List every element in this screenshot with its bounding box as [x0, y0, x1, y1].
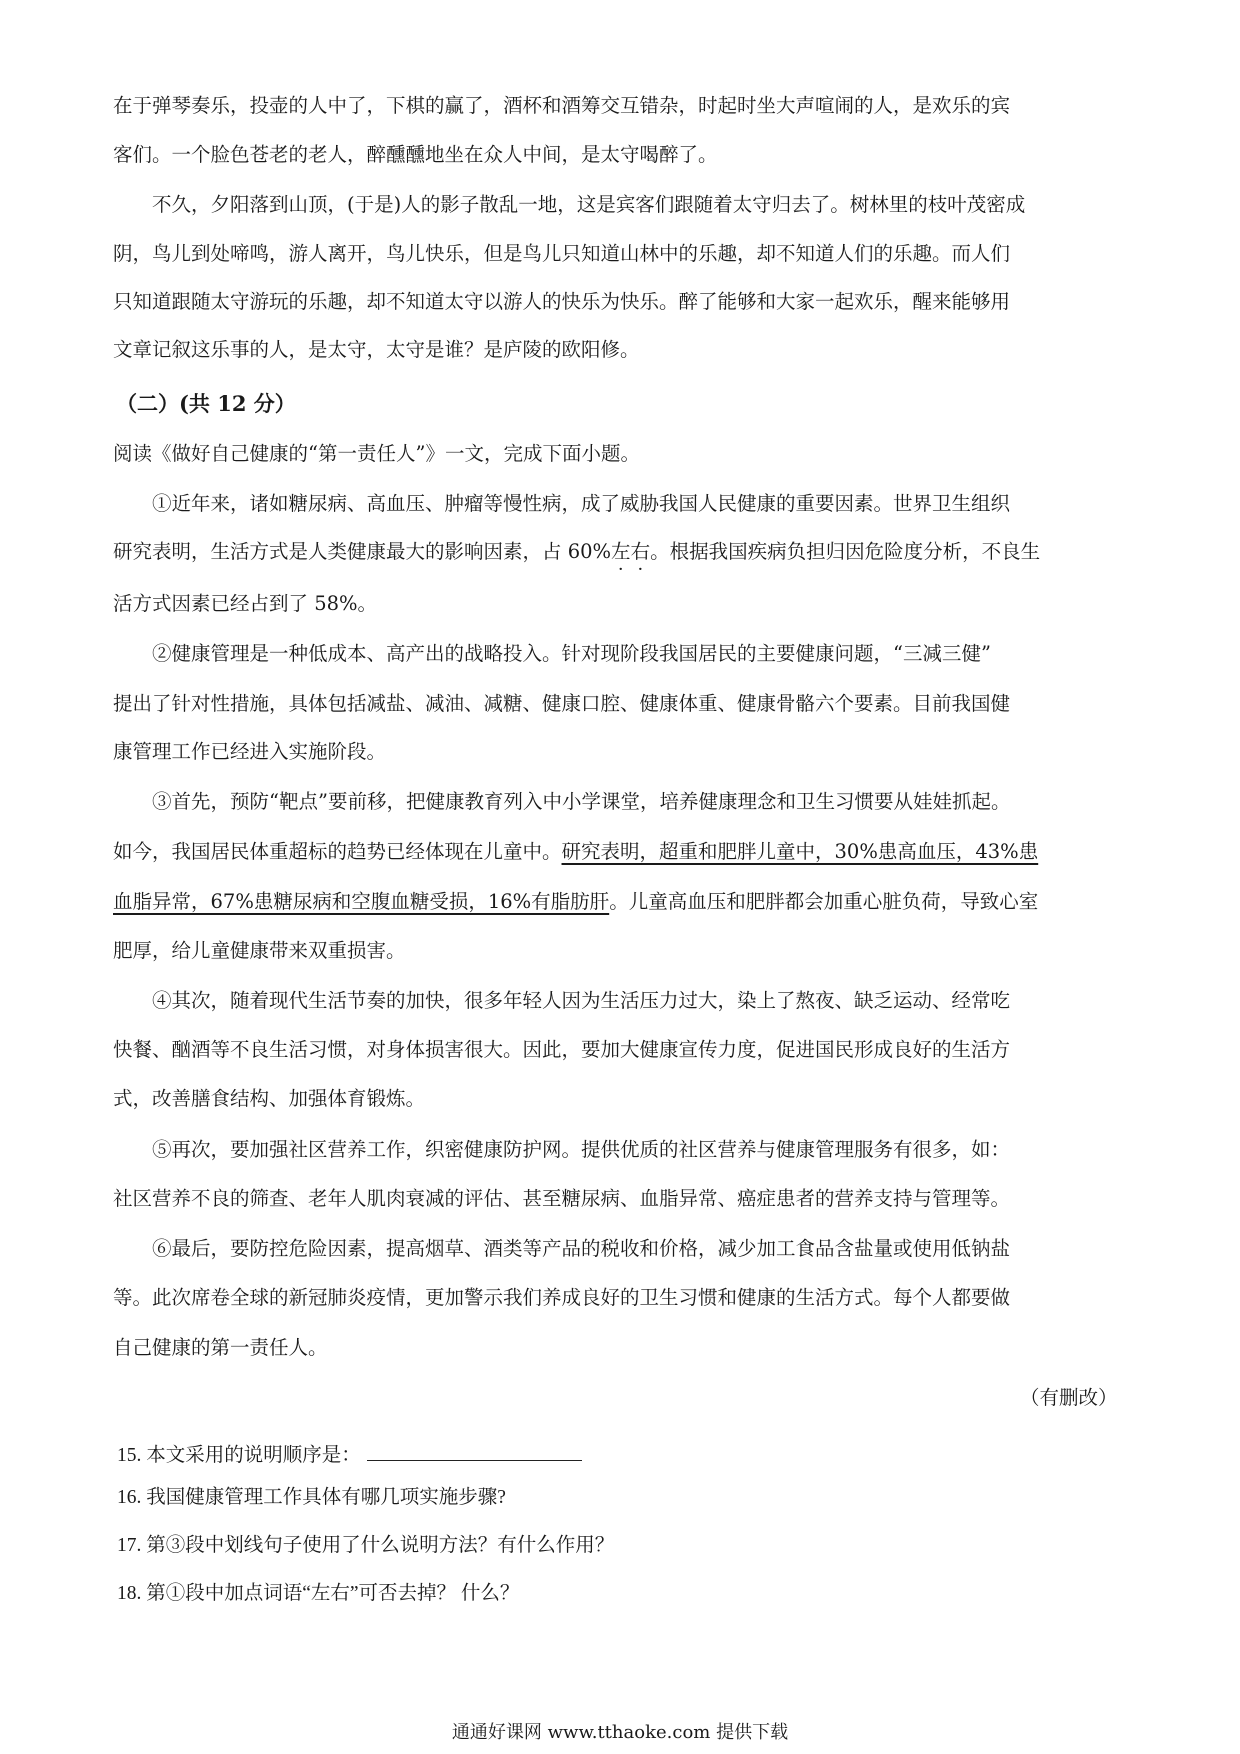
text-line: 文章记叙这乐事的人，是太守，太守是谁？是庐陵的欧阳修。	[113, 338, 640, 361]
text-line: ③首先，预防“靶点”要前移，把健康教育列入中小学课堂，培养健康理念和卫生习惯要从娃娃抓起。	[152, 790, 1011, 813]
text-line: 康管理工作已经进入实施阶段。	[113, 740, 387, 763]
question-15	[117, 1436, 582, 1470]
text-line	[113, 838, 1038, 866]
underlined-sentence: 血脂异常，67%患糖尿病和空腹血糖受损，16%有脂肪肝	[113, 890, 610, 913]
section-title: （二）(共 12 分）	[116, 391, 296, 416]
text-line: 只知道跟随太守游玩的乐趣，却不知道太守以游人的快乐为快乐。醉了能够和大家一起欢乐，醒来能够用	[113, 290, 1011, 313]
text-line: ④其次，随着现代生活节奏的加快，很多年轻人因为生活压力过大，染上了熬夜、缺乏运动、经常吃	[152, 989, 1011, 1012]
section-intro: 阅读《做好自己健康的“第一责任人”》一文，完成下面小题。	[113, 442, 640, 465]
text-line: 肥厚，给儿童健康带来双重损害。	[113, 939, 406, 962]
text-line: 社区营养不良的筛查、老年人肌肉衰减的评估、甚至糖尿病、血脂异常、癌症患者的营养支持与管理等。	[113, 1187, 1011, 1210]
text-line: 阴，鸟儿到处啼鸣，游人离开，鸟儿快乐，但是鸟儿只知道山林中的乐趣，却不知道人们的乐趣。而人们	[113, 242, 1011, 265]
text-line: ①近年来，诸如糖尿病、高血压、肿瘤等慢性病，成了威胁我国人民健康的重要因素。世界卫生组织	[152, 492, 1011, 515]
emphasis-dot-word: 右	[630, 540, 651, 563]
text-line: 不久，夕阳落到山顶，(于是)人的影子散乱一地，这是宾客们跟随着太守归去了。树林里的枝叶茂密成	[152, 193, 1026, 216]
text-span: 。儿童高血压和肥胖都会加重心脏负荷，导致心室	[609, 890, 1039, 913]
underlined-sentence: 研究表明，超重和肥胖儿童中，30%患高血压，43%患	[561, 840, 1039, 863]
text-line: 提出了针对性措施，具体包括减盐、减油、减糖、健康口腔、健康体重、健康骨骼六个要素。目前我国健	[113, 692, 1011, 715]
text-line	[113, 538, 1040, 566]
text-line: ②健康管理是一种低成本、高产出的战略投入。针对现阶段我国居民的主要健康问题，“三减三健”	[152, 642, 991, 665]
question-text: 15. 本文采用的说明顺序是：	[117, 1445, 361, 1466]
text-line: 客们。一个脸色苍老的老人，醉醺醺地坐在众人中间，是太守喝醉了。	[113, 143, 718, 166]
text-span: 。根据我国疾病负担归因危险度分析，不良生	[650, 540, 1041, 563]
question-16: 16. 我国健康管理工作具体有哪几项实施步骤?	[117, 1487, 506, 1508]
emphasis-dot-word: 左	[611, 540, 631, 563]
text-line: ⑥最后，要防控危险因素，提高烟草、酒类等产品的税收和价格，减少加工食品含盐量或使用低钠盐	[152, 1237, 1011, 1260]
text-line: 式，改善膳食结构、加强体育锻炼。	[113, 1087, 426, 1110]
question-17: 17. 第③段中划线句子使用了什么说明方法？有什么作用？	[117, 1535, 615, 1556]
text-line: 自己健康的第一责任人。	[113, 1336, 328, 1359]
text-line: ⑤再次，要加强社区营养工作，织密健康防护网。提供优质的社区营养与健康管理服务有很多，如：	[152, 1138, 1011, 1161]
text-line: 快餐、酗酒等不良生活习惯，对身体损害很大。因此，要加大健康宣传力度，促进国民形成良好的生活方	[113, 1038, 1011, 1061]
text-line	[113, 888, 1038, 916]
question-18: 18. 第①段中加点词语“左右”可否去掉？ 什么？	[117, 1583, 520, 1604]
text-line: 活方式因素已经占到了 58%。	[113, 592, 378, 615]
text-line: 等。此次席卷全球的新冠肺炎疫情，更加警示我们养成良好的卫生习惯和健康的生活方式。每个人都要做	[113, 1286, 1011, 1309]
answer-blank[interactable]	[367, 1436, 582, 1461]
text-line: 在于弹琴奏乐，投壶的人中了，下棋的赢了，酒杯和酒筹交互错杂，时起时坐大声喧闹的人，是欢乐的宾	[113, 94, 1011, 117]
text-span: 研究表明，生活方式是人类健康最大的影响因素，占 60%	[113, 540, 612, 563]
text-span: 如今，我国居民体重超标的趋势已经体现在儿童中。	[113, 840, 562, 863]
page-footer: 通通好课网 www.tthaoke.com 提供下载	[451, 1722, 789, 1743]
source-note: （有删改）	[1020, 1386, 1118, 1409]
